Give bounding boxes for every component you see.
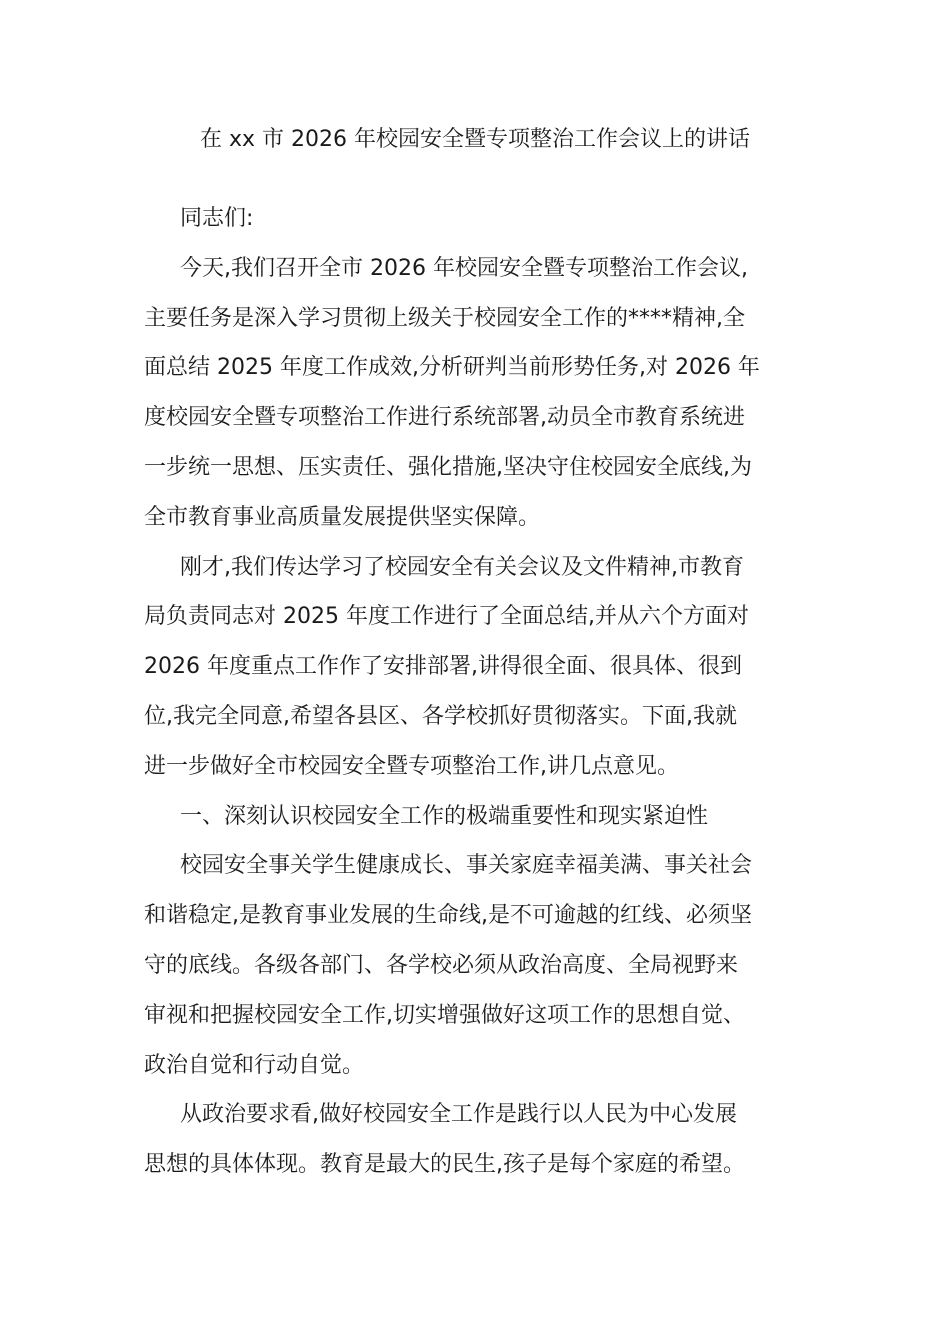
- text-line: 度校园安全暨专项整治工作进行系统部署,动员全市教育系统进: [144, 405, 745, 431]
- text-line: 审视和把握校园安全工作,切实增强做好这项工作的思想自觉、: [144, 1002, 745, 1028]
- section-heading-1: [144, 792, 806, 842]
- text-line: 今天,我们召开全市 2026 年校园安全暨专项整治工作会议,: [180, 255, 748, 281]
- text-line: 守的底线。各级各部门、各学校必须从政治高度、全局视野来: [144, 952, 739, 978]
- document-body: [144, 194, 806, 1190]
- paragraph-1: [144, 244, 806, 543]
- text-line: 全市教育事业高质量发展提供坚实保障。: [144, 504, 541, 530]
- text-line: 校园安全事关学生健康成长、事关家庭幸福美满、事关社会: [180, 853, 753, 879]
- text-line: 进一步做好全市校园安全暨专项整治工作,讲几点意见。: [144, 753, 679, 779]
- text-line: 位,我完全同意,希望各县区、各学校抓好贯彻落实。下面,我就: [144, 703, 737, 729]
- text-line: 从政治要求看,做好校园安全工作是践行以人民为中心发展: [180, 1102, 737, 1128]
- text-line: 同志们:: [180, 206, 254, 231]
- paragraph-2: [144, 543, 806, 792]
- document-title: 在 xx 市 2026 年校园安全暨专项整治工作会议上的讲话: [199, 127, 750, 152]
- text-line: 思想的具体体现。教育是最大的民生,孩子是每个家庭的希望。: [144, 1152, 745, 1178]
- text-line: 一步统一思想、压实责任、强化措施,坚决守住校园安全底线,为: [144, 454, 752, 480]
- text-line: 局负责同志对 2025 年度工作进行了全面总结,并从六个方面对: [144, 604, 749, 630]
- paragraph-3: [144, 841, 806, 1090]
- text-line: 主要任务是深入学习贯彻上级关于校园安全工作的****精神,全: [144, 305, 745, 331]
- text-line: 政治自觉和行动自觉。: [144, 1052, 365, 1078]
- text-line: 和谐稳定,是教育事业发展的生命线,是不可逾越的红线、必须坚: [144, 903, 752, 929]
- text-line: 一、深刻认识校园安全工作的极端重要性和现实紧迫性: [180, 803, 709, 829]
- text-line: 刚才,我们传达学习了校园安全有关会议及文件精神,市教育: [180, 554, 744, 580]
- text-line: 面总结 2025 年度工作成效,分析研判当前形势任务,对 2026 年: [144, 355, 760, 381]
- salutation: [144, 194, 806, 244]
- paragraph-4: [144, 1090, 806, 1190]
- text-line: 2026 年度重点工作作了安排部署,讲得很全面、很具体、很到: [144, 654, 742, 680]
